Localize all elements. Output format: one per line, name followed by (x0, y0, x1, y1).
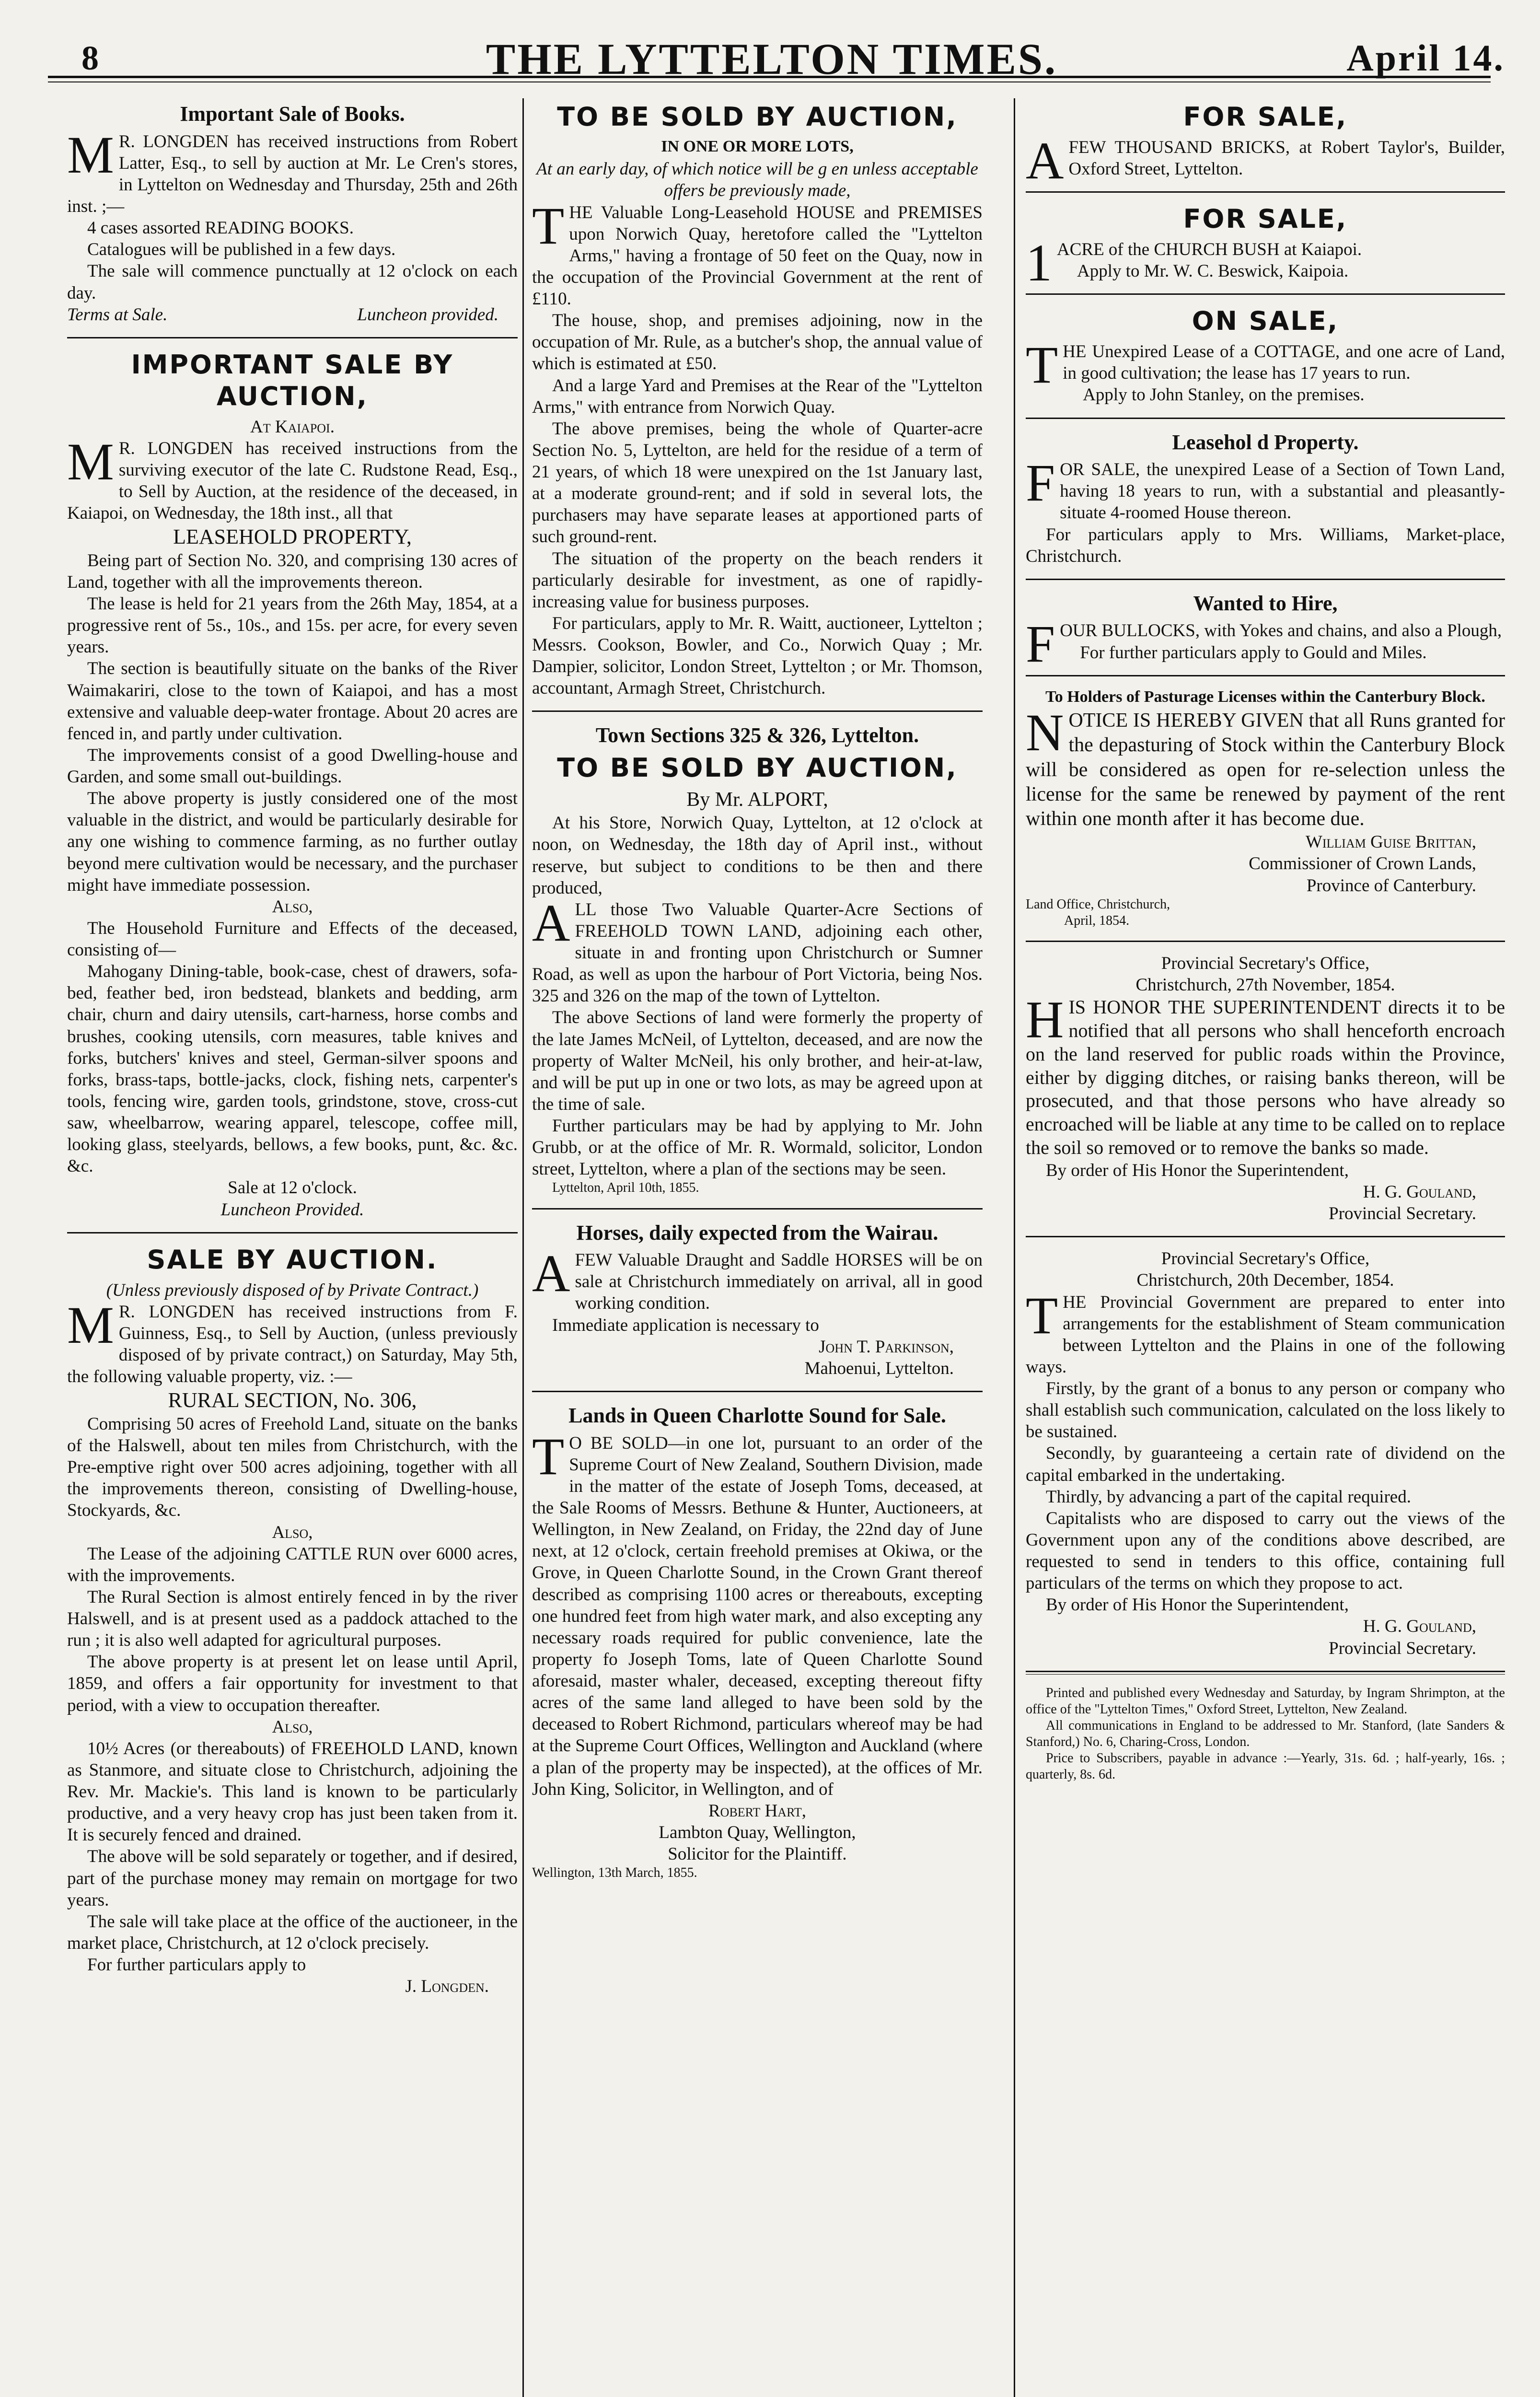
ad-body-text: OUR BULLOCKS, with Yokes and chains, and also a Plough, (1060, 621, 1502, 641)
masthead-rule-thin (48, 81, 1491, 82)
ad-divider (1026, 579, 1505, 580)
ad-dateline: Wellington, 13th March, 1855. (532, 1865, 697, 1881)
ad-title: FOR SALE, (1183, 102, 1348, 132)
ad-body-text: R. LONGDEN has received instructions from the surviving executor of the late C. Rudstone Read, Esq., to Sell by Auction, at the residence of the deceased, in Kaiapoi, on Wednesday, the 18th inst., all that (67, 438, 518, 524)
ad-line: The sale will commence punctually at 12 o'clock on each day. (67, 261, 518, 303)
ad-paragraph: The above premises, being the whole of Quarter-acre Section No. 5, Lyttelton, are held for the residue of a term of 21 years, of which 18 were unexpired on the 1st January last, at a moderate ground-rent; and if sold in several lots, the purchasers may have separate leases at apportioned parts of such ground-rent. (532, 419, 983, 547)
ad-subtitle: (Unless previously disposed of by Private Contract.) (106, 1280, 479, 1300)
ad-dateline: Lyttelton, April 10th, 1855. (552, 1180, 699, 1196)
ad-paragraph: Apply to John Stanley, on the premises. (1083, 385, 1365, 405)
printer-imprint (1026, 1685, 1505, 1783)
imprint-line: All communications in England to be addressed to Mr. Stanford, (late Sanders & Stanford,) No. 6, Charing-Cross, London. (1026, 1718, 1505, 1750)
drop-cap: N (1026, 703, 1064, 762)
ad-paragraph: Apply to Mr. W. C. Beswick, Kaipoia. (1077, 261, 1349, 281)
ad-title: SALE BY AUCTION. (147, 1244, 438, 1275)
ad-body-text: FEW THOUSAND BRICKS, at Robert Taylor's, Builder, Oxford Street, Lyttelton. (1068, 137, 1505, 179)
ad-bricks (1026, 101, 1505, 190)
ad-leasehold-property (1026, 430, 1505, 567)
ad-body-text: HE Provincial Government are prepared to enter into arrangements for the establishment of Steam communication between Lyttelton and the Plains in one of the following ways. (1026, 1292, 1505, 1377)
ad-signature-role: Provincial Secretary. (1329, 1638, 1476, 1658)
ad-office: Provincial Secretary's Office, (1161, 954, 1370, 974)
ad-paragraph: For particulars, apply to Mr. R. Waitt, auctioneer, Lyttelton ; Messrs. Cookson, Bowler, and Co., Norwich Quay ; Mr. Dampier, solicitor, London Street, Lyttelton ; or Mr. Thomson, accountant, Armagh Street, Christchurch. (532, 613, 983, 698)
ad-divider (532, 1208, 983, 1210)
drop-cap: M (67, 1295, 114, 1354)
drop-cap: A (1026, 131, 1064, 190)
ad-paragraph: The improvements consist of a good Dwelling-house and Garden, and some small out-buildings. (67, 745, 518, 787)
issue-date: April 14. (1346, 37, 1505, 79)
ad-signature-place: Province of Canterbury. (1306, 875, 1476, 896)
ad-office: Provincial Secretary's Office, (1161, 1249, 1370, 1269)
ad-paragraph: Being part of Section No. 320, and comprising 130 acres of Land, together with all the improvements thereon. (67, 550, 518, 592)
column-divider (1014, 98, 1015, 2397)
ad-subtitle: At Kaiapoi. (250, 417, 335, 437)
drop-cap: T (532, 196, 565, 255)
ad-signature-role: Commissioner of Crown Lands, (1249, 854, 1476, 874)
drop-cap: H (1026, 990, 1064, 1049)
ad-title-2: TO BE SOLD BY AUCTION, (557, 753, 958, 783)
ad-body (532, 1244, 983, 1314)
drop-cap: F (1026, 615, 1055, 674)
ad-divider (1026, 293, 1505, 295)
ad-footer (67, 304, 518, 326)
ad-cottage-lease (1026, 305, 1505, 406)
ad-also: Also, (272, 896, 313, 917)
ad-paragraph: By order of His Honor the Superintendent, (1046, 1160, 1349, 1180)
ad-divider (1026, 1236, 1505, 1237)
ad-title: Wanted to Hire, (1193, 591, 1338, 615)
ad-signature: H. G. Gouland, (1363, 1617, 1476, 1637)
ad-paragraph: The above property is at present let on lease until April, 1859, and offers a fair opportunity for investment to that period, with a view to occupation thereafter. (67, 1652, 518, 1715)
ad-body (1026, 454, 1505, 524)
ad-book-sale (67, 101, 518, 326)
drop-cap: M (67, 432, 114, 491)
drop-cap: M (67, 125, 114, 184)
ad-paragraph: At his Store, Norwich Quay, Lyttelton, at 12 o'clock at noon, on Wednesday, the 18th day of April inst., without reserve, but subject to conditions to be then and there produced, (532, 813, 983, 898)
ad-subhead: LEASEHOLD PROPERTY, (173, 525, 412, 549)
page-number: 8 (81, 39, 99, 77)
ad-paragraph: The above property is justly considered one of the most valuable in the district, and would be particularly desirable for any one wishing to commence farming, as no further outlay beyond mere cultivation would be necessary, and the purchaser might have immediate possession. (67, 789, 518, 895)
ad-dateline: April, 1854. (1064, 913, 1130, 928)
ad-signature: H. G. Gouland, (1363, 1182, 1476, 1202)
ad-paragraph: The above Sections of land were formerly the property of the late James McNeil, of Lyttelton, deceased, and are now the property of Walter McNeil, his only brother, and heir-at-law, and will be put up in one or two lots, as may be agreed upon at the time of sale. (532, 1008, 983, 1114)
ad-title: To Holders of Pasturage Licenses within the Canterbury Block. (1045, 687, 1485, 706)
ad-body (67, 125, 518, 218)
imprint-divider (1026, 1671, 1505, 1675)
ad-body (1026, 703, 1505, 831)
ad-paragraph: The sale will take place at the office of the auctioneer, in the market place, Christchurch, at 12 o'clock precisely. (67, 1911, 518, 1953)
imprint-line: Printed and published every Wednesday and Saturday, by Ingram Shrimpton, at the office of the "Lyttelton Times," Oxford Street, Lyttelton, New Zealand. (1026, 1685, 1505, 1717)
ad-paragraph: The house, shop, and premises adjoining, now in the occupation of Mr. Rule, as a butcher's shop, the annual value of which is estimated at £50. (532, 311, 983, 374)
ad-body (67, 432, 518, 524)
ad-body-text: LL those Two Valuable Quarter-Acre Sections of FREEHOLD TOWN LAND, adjoining each other, situate in and fronting upon Christchurch or Sumner Road, as well as upon the harbour of Port Victoria, being Nos. 325 and 326 on the map of the town of Lyttelton. (532, 899, 983, 1006)
ad-paragraph: Further particulars may be had by applying to Mr. John Grubb, or at the office of Mr. R. Wormald, solicitor, London street, Lyttelton, where a plan of the sections may be seen. (532, 1116, 983, 1179)
ad-paragraph: Comprising 50 acres of Freehold Land, situate on the banks of the Halswell, about ten miles from Christchurch, with the Pre-emptive right over 500 acres adjoining, together with all the improvements thereon, consisting of Dwelling-house, Stockyards, &c. (67, 1414, 518, 1521)
ad-signature: Robert Hart, (708, 1801, 806, 1821)
ad-body-text: O BE SOLD—in one lot, pursuant to an order of the Supreme Court of New Zealand, Southern Division, made in the matter of the estate of Joseph Toms, deceased, at the Sale Rooms of Messrs. Bethune & Hunter, Auctioneers, at Wellington, in New Zealand, on Friday, the 22nd day of June next, at 12 o'clock, certain freehold premises at Okiwa, or the Grove, in Queen Charlotte Sound, in the Crown Grant thereof described as comprising 1100 acres or thereabouts, excepting one hundred feet from high water mark, and also excepting any necessary roads required for public convenience, late the property fo Joseph Toms, late of Queen Charlotte Sound aforesaid, master whaler, deceased, excepting thereout fifty acres of the same land alleged to have been sold by the deceased to Robert Richmond, particulars whereof may be had at the Supreme Court Offices, Wellington and Auckland (where a plan of the property may be inspected), at the offices of Mr. John King, Solicitor, in Wellington, and of (532, 1433, 983, 1799)
drop-cap: A (532, 1244, 570, 1303)
ad-body (1026, 1286, 1505, 1378)
ad-divider (532, 1391, 983, 1392)
ad-paragraph: Secondly, by guaranteeing a certain rate of dividend on the capital embarked in the undertaking. (1026, 1443, 1505, 1485)
ad-title: Leasehol d Property. (1172, 430, 1359, 454)
ad-roads-notice (1026, 953, 1505, 1224)
ad-steam-communication (1026, 1248, 1505, 1659)
ad-dateline: Christchurch, 20th December, 1854. (1136, 1270, 1394, 1291)
ad-luncheon: Luncheon Provided. (220, 1199, 364, 1220)
ad-body (532, 196, 983, 310)
ad-pasturage-notice (1026, 687, 1505, 929)
ad-note: At an early day, of which notice will be g en unless acceptable offers be previously made, (536, 159, 978, 201)
ad-paragraph: And a large Yard and Premises at the Rear of the "Lyttelton Arms," with entrance from Norwich Quay. (532, 375, 983, 417)
ad-body (67, 1295, 518, 1388)
ad-paragraph: The section is beautifully situate on the banks of the River Waimakariri, close to the town of Kaiapoi, and has a most extensive and valuable deep-water frontage. About 20 acres are fenced in, and partly under cultivation. (67, 659, 518, 744)
ad-paragraph: By order of His Honor the Superintendent, (1046, 1595, 1349, 1615)
ad-title: Lands in Queen Charlotte Sound for Sale. (568, 1403, 946, 1427)
ad-signature: William Guise Brittan, (1305, 832, 1476, 852)
ad-luncheon: Luncheon provided. (357, 304, 498, 325)
ad-town-sections (532, 722, 983, 1196)
ad-also: Also, (272, 1717, 313, 1737)
drop-cap: F (1026, 454, 1055, 512)
ad-paragraph: The Household Furniture and Effects of the deceased, consisting of— (67, 918, 518, 960)
ad-horses (532, 1220, 983, 1379)
drop-cap: 1 (1026, 233, 1052, 292)
ad-church-bush (1026, 203, 1505, 292)
ad-body-text: IS HONOR THE SUPERINTENDENT directs it to be notified that all persons who shall henceforth encroach on the land reserved for public roads within the Province, either by digging ditches, or raising banks thereon, will be prosecuted, and that those persons who have already so encroached will be liable at any time to be called on to replace the soil so removed or to remove the banks so made. (1026, 996, 1505, 1159)
drop-cap: T (1026, 1286, 1058, 1345)
ad-paragraph: For further particulars apply to Gould and Miles. (1080, 642, 1427, 663)
ad-title: TO BE SOLD BY AUCTION, (557, 102, 958, 132)
ad-paragraph: The Lease of the adjoining CATTLE RUN over 6000 acres, with the improvements. (67, 1544, 518, 1585)
column-3 (1026, 98, 1505, 2397)
ad-divider (1026, 941, 1505, 942)
masthead-rule (48, 76, 1491, 78)
ad-subtitle: IN ONE OR MORE LOTS, (661, 137, 854, 155)
ad-body-text: HE Unexpired Lease of a COTTAGE, and one acre of Land, in good cultivation; the lease has 17 years to run. (1063, 342, 1505, 384)
ad-title: FOR SALE, (1183, 204, 1348, 234)
ad-kaiapoi-auction (67, 349, 518, 1221)
ad-dateline: Land Office, Christchurch, (1026, 896, 1170, 912)
ad-body-text: HE Valuable Long-Leasehold HOUSE and PREMISES upon Norwich Quay, heretofore called the "Lyttelton Arms," having a frontage of 50 feet on the Quay, now in the occupation of the Provincial Government at the rent of £110. (532, 202, 983, 309)
ad-body-text: FEW Valuable Draught and Saddle HORSES will be on sale at Christchurch immediately on arrival, all in good working condition. (575, 1250, 983, 1314)
ad-signature-role: Provincial Secretary. (1329, 1204, 1476, 1224)
ad-title: IMPORTANT SALE BY AUCTION, (131, 349, 454, 411)
ad-line: 4 cases assorted READING BOOKS. (87, 218, 354, 238)
ad-line: Catalogues will be published in a few days. (87, 240, 396, 260)
ad-subtitle: By Mr. ALPORT, (686, 789, 828, 811)
ad-signature-place: Mahoenui, Lyttelton. (804, 1358, 954, 1378)
ad-divider (67, 1232, 518, 1233)
ad-divider (1026, 191, 1505, 193)
ad-title: Town Sections 325 & 326, Lyttelton. (595, 723, 919, 747)
ad-paragraph: Capitalists who are disposed to carry out the views of the Government upon any of the conditions above described, are requested to send in tenders to this office, containing full particulars of the terms on which they propose to act. (1026, 1508, 1505, 1594)
ad-terms: Terms at Sale. (67, 304, 168, 325)
column-1 (67, 98, 518, 2397)
ad-body-text: OTICE IS HEREBY GIVEN that all Runs granted for the depasturing of Stock within the Canterbury Block will be considered as open for re-selection unless the license for the same be renewed by payment of the rent within one month after it has become due. (1026, 710, 1505, 830)
ad-lyttelton-arms (532, 101, 983, 699)
ad-bullocks (1026, 591, 1505, 674)
ad-subhead: RURAL SECTION, No. 306, (168, 1388, 417, 1412)
ad-paragraph: The above will be sold separately or together, and if desired, part of the purchase money may remain on mortgage for two years. (67, 1847, 518, 1910)
ad-paragraph: The situation of the property on the beach renders it particularly desirable for investment, as one of rapidly-increasing value for business purposes. (532, 548, 983, 612)
ad-paragraph: The Rural Section is almost entirely fenced in by the river Halswell, and is at present used as a paddock attached to the run ; it is also well adapted for agricultural purposes. (67, 1587, 518, 1651)
ad-title: ON SALE, (1192, 306, 1339, 337)
ad-divider (1026, 418, 1505, 419)
ad-body-text: ACRE of the CHURCH BUSH at Kaiapoi. (1057, 240, 1362, 259)
newspaper-title: THE LYTTELTON TIMES. (486, 35, 1058, 83)
ad-divider (67, 337, 518, 338)
ad-divider (532, 710, 983, 712)
ad-paragraph: Mahogany Dining-table, book-case, chest of drawers, sofa-bed, feather bed, iron bedstead, blankets and bedding, arm chair, churn and dairy utensils, cart-harness, horse combs and brushes, cooking utensils, corn measures, table knives and forks, butchers' knives and steel, German-silver spoons and forks, brass-taps, bottle-jacks, clock, fishing nets, carpenter's tools, fencing wire, garden tools, grindstone, stove, cross-cut saw, wheelbarrow, wearing apparel, telescope, coffee mill, looking glass, steelyards, bellows, a few books, punt, &c. &c. &c. (67, 962, 518, 1176)
ad-title: Important Sale of Books. (180, 102, 405, 126)
ad-dateline: Christchurch, 27th November, 1854. (1135, 975, 1395, 995)
ad-body (1026, 990, 1505, 1160)
ad-paragraph: The lease is held for 21 years from the 26th May, 1854, at a progressive rent of 5s., 10s., and 15s. per acre, for every seven years. (67, 594, 518, 657)
drop-cap: T (1026, 336, 1058, 395)
ad-body (532, 1427, 983, 1800)
ad-signature-place: Lambton Quay, Wellington, (659, 1822, 856, 1842)
ad-body (1026, 131, 1505, 190)
ad-body (532, 893, 983, 1007)
ad-paragraph: Firstly, by the grant of a bonus to any person or company who shall establish such communication, calculated on the loss likely to be sustained. (1026, 1379, 1505, 1442)
imprint-line: Price to Subscribers, payable in advance :—Yearly, 31s. 6d. ; half-yearly, 16s. ; quarterly, 8s. 6d. (1026, 1751, 1505, 1782)
ad-paragraph: Immediate application is necessary to (552, 1315, 819, 1335)
ad-paragraph: For particulars apply to Mrs. Williams, Market-place, Christchurch. (1026, 524, 1505, 566)
ad-paragraph: 10½ Acres (or thereabouts) of FREEHOLD LAND, known as Stanmore, and situate close to Christchurch, adjoining the Rev. Mr. Mackie's. This land is known to be particularly productive, and a very heavy crop has just been taken from it. It is securely fenced and drained. (67, 1738, 518, 1845)
drop-cap: T (532, 1427, 565, 1486)
column-2 (532, 98, 983, 2397)
ad-body-text: R. LONGDEN has received instructions from F. Guinness, Esq., to Sell by Auction, (unless previously disposed of by private contract,) on Saturday, May 5th, the following valuable property, viz. :— (67, 1302, 518, 1387)
ad-signature: John T. Parkinson, (819, 1337, 954, 1357)
ad-divider (1026, 675, 1505, 676)
ad-paragraph: For further particulars apply to (87, 1955, 306, 1975)
drop-cap: A (532, 893, 570, 952)
ad-queen-charlotte-lands (532, 1403, 983, 1881)
column-divider (522, 98, 524, 2397)
ad-also: Also, (272, 1522, 313, 1542)
ad-paragraph: Thirdly, by advancing a part of the capital required. (1046, 1487, 1411, 1507)
ad-title: Horses, daily expected from the Wairau. (576, 1221, 938, 1245)
ad-signature: J. Longden. (405, 1977, 489, 1997)
ad-rural-section-auction (67, 1244, 518, 1998)
ad-sale-time: Sale at 12 o'clock. (228, 1178, 357, 1198)
ad-signature-role: Solicitor for the Plaintiff. (668, 1844, 847, 1864)
ad-body-text: OR SALE, the unexpired Lease of a Section of Town Land, having 18 years to run, with a substantial and pleasantly-situate 4-roomed House thereon. (1060, 460, 1505, 523)
ad-body-text: R. LONGDEN has received instructions from Robert Latter, Esq., to sell by auction at Mr. Le Cren's stores, in Lyttelton on Wednesday and Thursday, 25th and 26th inst. ;— (67, 131, 518, 217)
masthead (34, 34, 1510, 86)
